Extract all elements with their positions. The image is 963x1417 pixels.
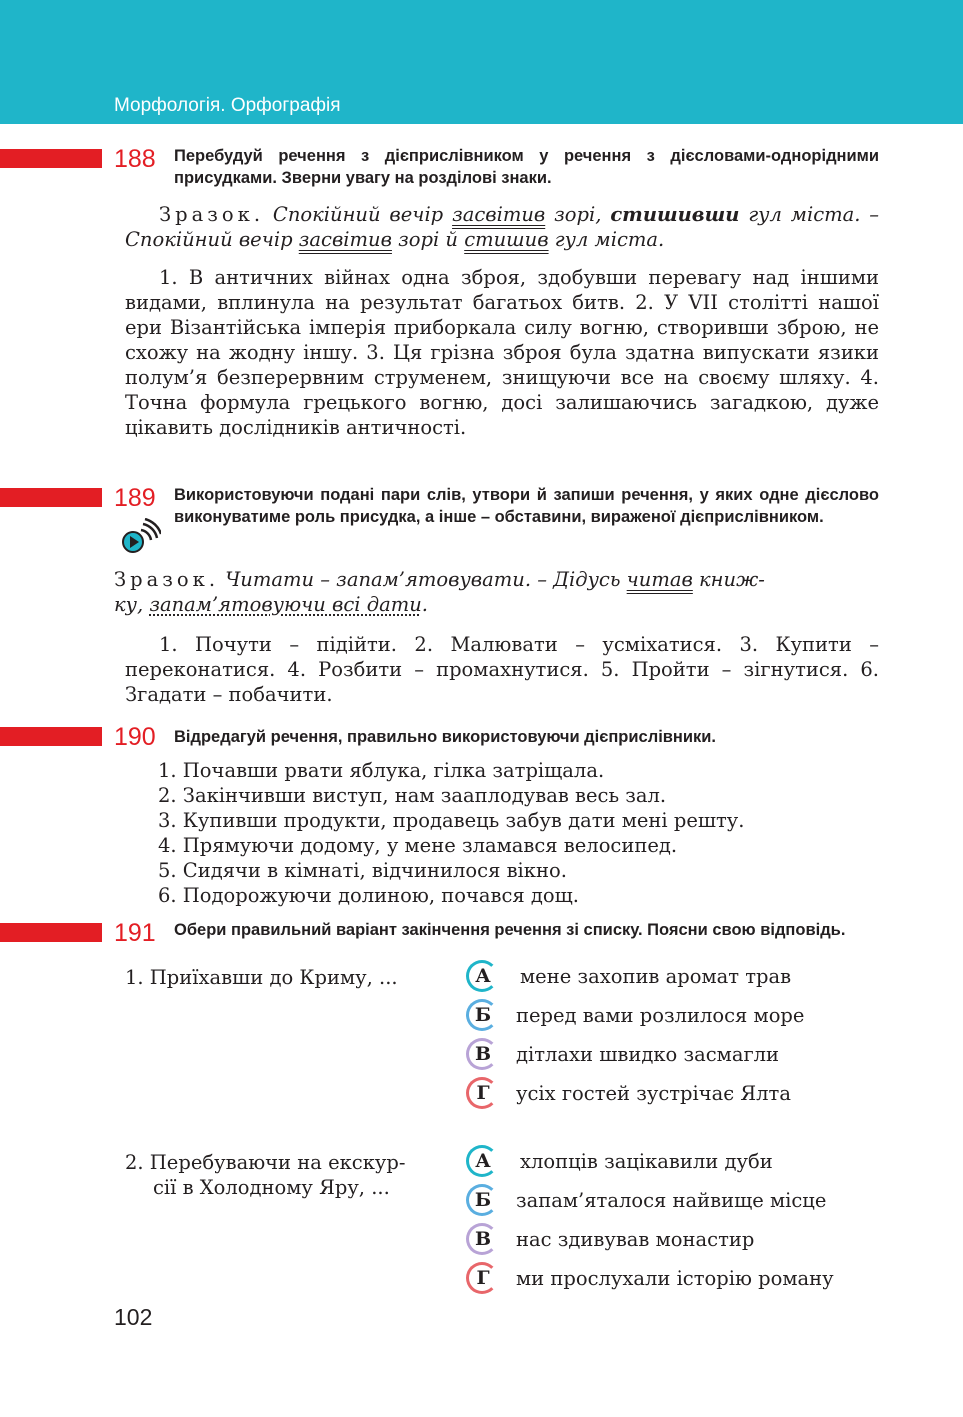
sample-text: Читати – запам’ятовувати. – Дідусь [225, 568, 621, 591]
exercise-marker-bar [0, 488, 102, 507]
exercise-task: Обери правильний варіант закінчення речення зі списку. Поясни свою відповідь. [174, 921, 846, 939]
page-number: 102 [114, 1304, 153, 1330]
option-letter: Б [474, 1189, 492, 1211]
exercise-text: 1. В античних війнах одна зброя, здобувши перевагу над іншими видами, вплинула на результат багатьох битв. 2. У VII столітті нашої ери Візантійська імперія приборкала силу вогню, створивши зброю, не схожу на жодну іншу. 3. Ця грізна зброя була здатна випускати язики полум’я безперервним струменем, знищуючи все на своєму шляху. 4. Точна формула грецького вогню, досі залишаючись загадкою, дуже цікавить дослідників античності. [125, 266, 879, 439]
option-letter: Г [476, 1267, 490, 1289]
list-item: 5. Сидячи в кімнаті, відчинилося вікно. [158, 859, 567, 882]
exercise-sample [125, 202, 879, 252]
exercise-number: 188 [114, 145, 156, 173]
option-letter-badge [466, 960, 498, 992]
sample-text: зорі, [554, 203, 602, 226]
sample-adverbial-participle: стишивши [610, 203, 740, 226]
exercise-marker-bar [0, 727, 102, 746]
option-text: хлопців зацікавили дуби [520, 1150, 773, 1173]
option-text: нас здивував монастир [516, 1228, 755, 1251]
option-text: мене захопив аромат трав [520, 965, 792, 988]
question-stem: 2. Перебуваючи на екскур- [125, 1151, 406, 1174]
option-letter-badge [466, 1184, 498, 1216]
audio-play-icon[interactable] [121, 518, 161, 554]
option-letter: А [475, 1150, 491, 1172]
option-letter: В [474, 1043, 492, 1065]
list-item: 1. Почавши рвати яблука, гілка затріщала. [158, 759, 605, 782]
option-letter-badge [466, 1223, 498, 1255]
option-text: усіх гостей зустрічає Ялта [516, 1082, 791, 1105]
question-stem: сії в Холодному Яру, ... [153, 1176, 390, 1199]
sample-predicate: стишив [464, 228, 549, 251]
list-item: 4. Прямуючи додому, у мене зламався велосипед. [158, 834, 678, 857]
option-text: ми прослухали історію роману [516, 1267, 834, 1290]
option-letter-badge [466, 1077, 498, 1109]
exercise-number: 190 [114, 723, 156, 751]
list-item: 3. Купивши продукти, продавець забув дати мені решту. [158, 809, 745, 832]
sample-label: Зразок. [114, 568, 220, 591]
sample-predicate: читав [626, 568, 693, 591]
exercise-number: 189 [114, 484, 156, 512]
sample-text: гул міста. – Спокійний вечір [125, 203, 880, 251]
option-letter: В [474, 1228, 492, 1250]
sample-text: . [421, 593, 428, 616]
question-stem: 1. Приїхавши до Криму, ... [125, 966, 398, 989]
header-band [0, 0, 963, 124]
exercise-task: Використовуючи подані пари слів, утвори й запиши речення, у яких одне дієслово виконуватиме роль присудка, а інше – обставини, вираженої дієприслівником. [174, 486, 879, 526]
option-letter-badge [466, 1038, 498, 1070]
sample-text: зорі й [398, 228, 458, 251]
sample-predicate: засвітив [298, 228, 392, 251]
exercise-task: Перебудуй речення з дієприслівником у речення з дієсловами-однорідними присудками. Зверни увагу на розділові знаки. [174, 147, 879, 187]
sample-label: Зразок. [159, 203, 265, 226]
option-text: дітлахи швидко засмагли [516, 1043, 780, 1066]
option-letter: А [475, 965, 491, 987]
exercise-marker-bar [0, 923, 102, 942]
exercise-number: 191 [114, 919, 156, 947]
sample-text: гул міста. [554, 228, 665, 251]
option-letter: Г [476, 1082, 490, 1104]
option-text: запам’яталося найвище місце [516, 1189, 827, 1212]
list-item: 6. Подорожуючи долиною, почався дощ. [158, 884, 579, 907]
exercise-marker-bar [0, 149, 102, 168]
chapter-title: Морфологія. Орфографія [114, 95, 341, 116]
option-letter-badge [466, 1262, 498, 1294]
exercise-task: Відредагуй речення, правильно використовуючи дієприслівники. [174, 728, 717, 746]
option-letter: Б [474, 1004, 492, 1026]
sample-adverbial-phrase: запам’ятовуючи всі дати [149, 593, 422, 616]
option-letter-badge [466, 1145, 498, 1177]
exercise-text: 1. Почути – підійти. 2. Малювати – усміхатися. 3. Купити – переконатися. 4. Розбити – промахнутися. 5. Пройти – зігнутися. 6. Згадати – побачити. [125, 633, 879, 706]
sample-text: ку, [114, 593, 144, 616]
sample-predicate: засвітив [452, 203, 546, 226]
sample-text: книж- [699, 568, 765, 591]
list-item: 2. Закінчивши виступ, нам зааплодував весь зал. [158, 784, 667, 807]
option-text: перед вами розлилося море [516, 1004, 805, 1027]
option-letter-badge [466, 999, 498, 1031]
exercise-sample [114, 567, 879, 617]
sample-text: Спокійний вечір [272, 203, 444, 226]
